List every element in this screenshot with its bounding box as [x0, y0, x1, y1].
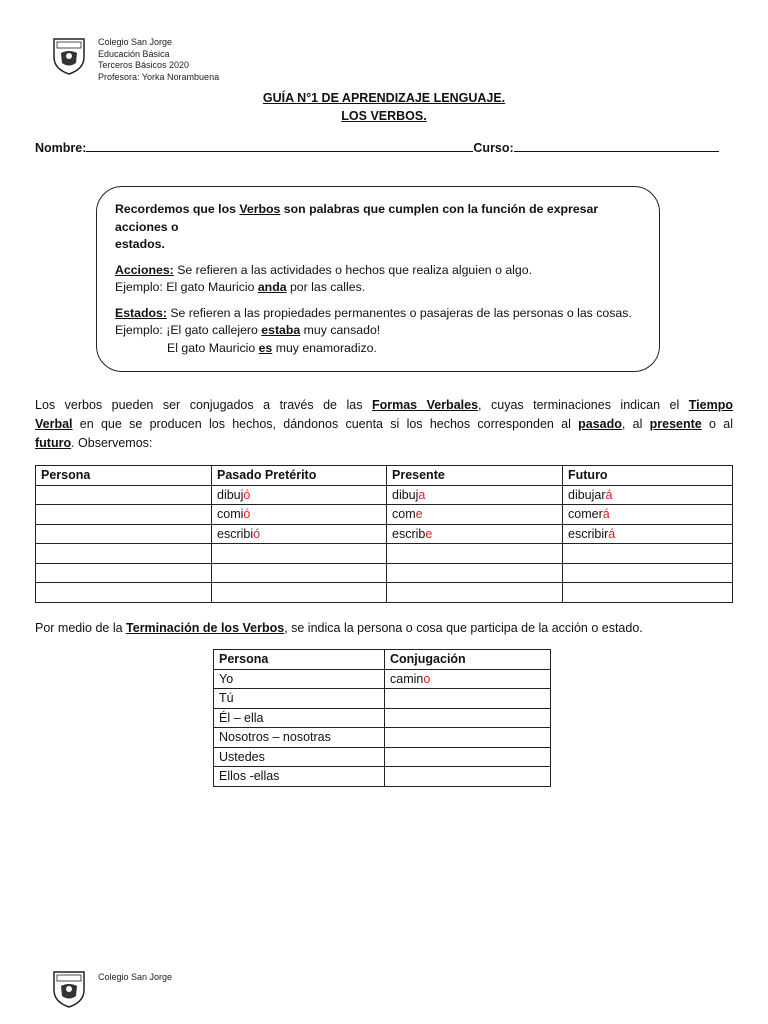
footer-crest-icon — [52, 970, 86, 1008]
table-row: Ustedes — [214, 747, 551, 767]
name-course-row — [35, 139, 719, 155]
table-row — [36, 544, 733, 564]
name-label: Nombre: — [35, 141, 87, 155]
box-acciones: Acciones: Se refieren a las actividades o hechos que realiza alguien o algo. — [115, 262, 532, 277]
box-intro: Recordemos que los Verbos son palabras que cumplen con la función de expresar acciones o — [115, 202, 599, 234]
table-header-row: Persona Pasado Pretérito Presente Futuro — [36, 466, 733, 486]
table-row — [36, 583, 733, 603]
school-info — [98, 37, 219, 83]
course-field[interactable] — [514, 139, 719, 152]
table-header-row: Persona Conjugación — [214, 650, 551, 670]
box-estados-example2: El gato Mauricio es muy enamoradizo. — [167, 340, 377, 355]
school-name: Colegio San Jorge — [98, 37, 173, 47]
guide-title: GUÍA N°1 DE APRENDIZAJE LENGUAJE. — [262, 91, 506, 105]
table-row — [36, 563, 733, 583]
table-row: comió come comerá — [36, 505, 733, 525]
teacher-name: Profesora: Yorka Norambuena — [98, 71, 220, 82]
table-row: Nosotros – nosotras — [214, 728, 551, 748]
verb-tense-table — [35, 465, 733, 603]
school-level: Educación Básica — [98, 48, 170, 59]
school-grade: Terceros Básicos 2020 — [98, 60, 190, 70]
footer-school-name: Colegio San Jorge — [98, 972, 173, 982]
table-row: dibujó dibuja dibujará — [36, 485, 733, 505]
box-acciones-example: Ejemplo: El gato Mauricio anda por las calles. — [115, 280, 366, 294]
school-crest-icon — [52, 37, 86, 75]
table-row: Tú — [214, 689, 551, 709]
box-estados: Estados: Se refieren a las propiedades permanentes o pasajeras de las personas o las cosas. — [115, 305, 632, 320]
table-row: Yo camino — [214, 669, 551, 689]
guide-subtitle: LOS VERBOS. — [341, 109, 427, 123]
table-row: escribió escribe escribirá — [36, 524, 733, 544]
box-estados-example1: Ejemplo: ¡El gato callejero estaba muy cansado! — [115, 323, 381, 337]
name-field[interactable] — [86, 139, 473, 152]
conjugation-table — [213, 649, 551, 787]
course-label: Curso: — [473, 141, 514, 155]
definition-box — [96, 186, 660, 372]
termination-paragraph: Por medio de la Terminación de los Verbos, se indica la persona o cosa que participa de la acción o estado. — [35, 621, 643, 635]
box-intro-line2: estados. — [115, 237, 165, 251]
table-row: Él – ella — [214, 708, 551, 728]
table-row: Ellos -ellas — [214, 767, 551, 787]
verb-forms-paragraph: Los verbos pueden ser conjugados a través de las Formas Verbales, cuyas terminaciones indican el Tiempo Verbal en que se producen los hechos, dándonos cuenta si los hechos corresponden al pasado, al presente o al futuro. Observemos: — [35, 398, 733, 450]
